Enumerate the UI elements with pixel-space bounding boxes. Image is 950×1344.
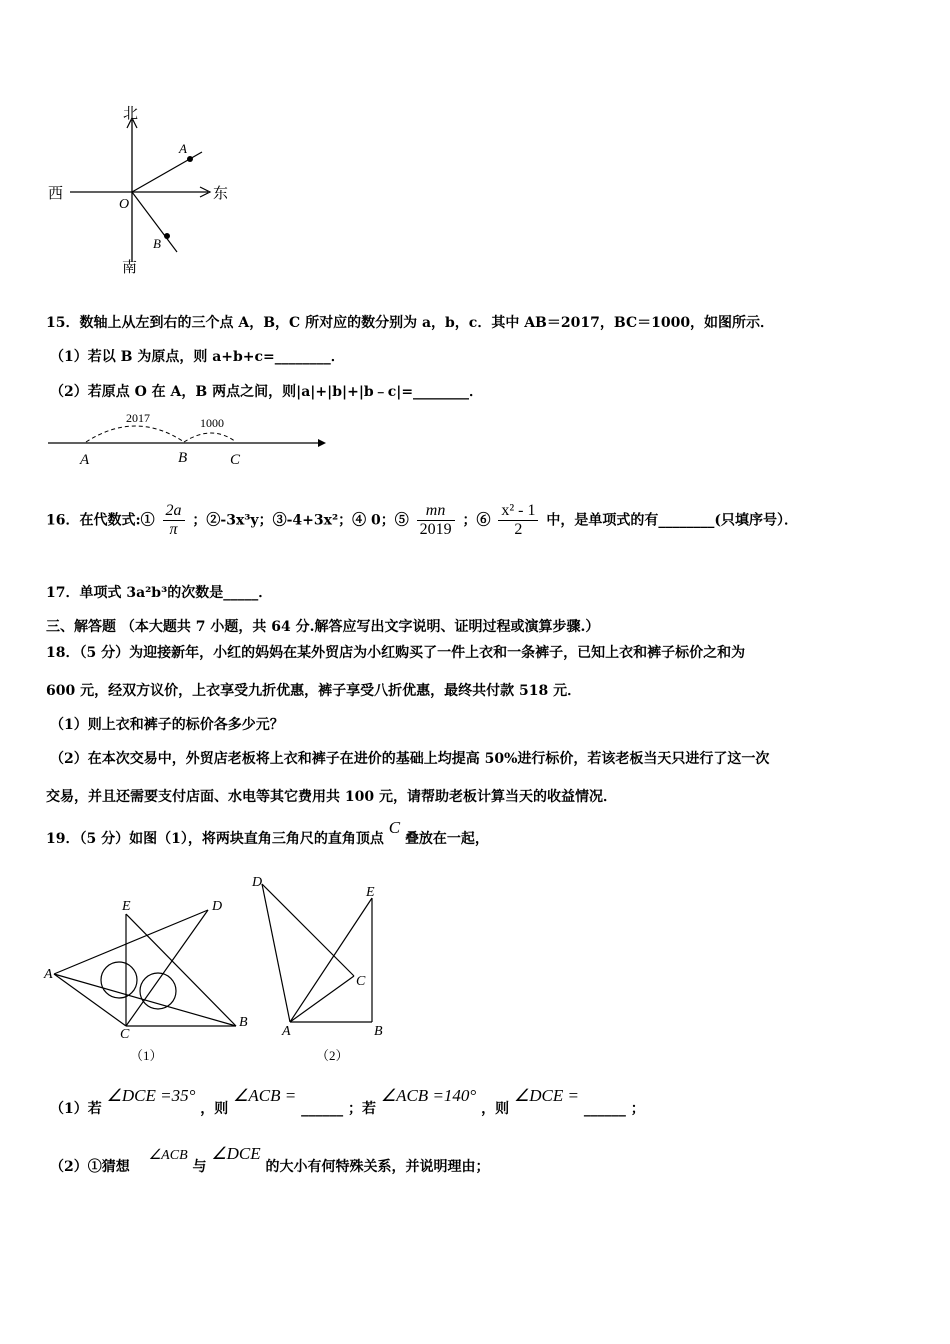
origin-label: O xyxy=(119,197,130,212)
fraction-mn-over-2019 xyxy=(417,502,455,539)
q19-stem-before: 19．（5 分）如图（1），将两块直角三角尺的直角顶点 xyxy=(46,831,384,847)
fraction-denominator: 2 xyxy=(514,521,523,538)
q18-part1: （1）则上衣和裤子的标价各多少元？ xyxy=(50,717,284,733)
label-a: A xyxy=(44,967,53,982)
caption-2: （2） xyxy=(316,1048,349,1063)
label-a: A xyxy=(282,1024,291,1039)
label-2017: 2017 xyxy=(126,411,150,425)
fraction-denominator: 2019 xyxy=(419,521,452,538)
label-c: C xyxy=(120,1027,130,1042)
q19-p1-blank2[interactable]: ______ xyxy=(583,1101,626,1117)
q16-suffix: 中，是单项式的有________(只填序号）． xyxy=(546,512,798,529)
label-d: D xyxy=(252,875,263,890)
q19-part1 xyxy=(50,1086,645,1117)
fraction-numerator: 2a xyxy=(163,502,185,521)
point-a-label: A xyxy=(80,452,90,468)
south-label: 南 xyxy=(122,260,138,276)
q15-part1: （1）若以 B 为原点，则 a+b+c=________． xyxy=(50,349,345,365)
point-a-label: A xyxy=(179,141,187,156)
q15-part2: （2）若原点 O 在 A，B 两点之间，则|a|+|b|+|b﹣c|=________． xyxy=(50,384,484,400)
q19-stem xyxy=(46,818,489,848)
point-b-label: B xyxy=(153,236,161,251)
label-e: E xyxy=(122,899,131,914)
q16-line xyxy=(46,502,798,539)
q19-p1-t2: ，则 xyxy=(200,1101,229,1117)
arc-ab xyxy=(86,426,184,442)
number-line-arrowhead xyxy=(318,439,326,447)
compass-figure xyxy=(40,100,250,280)
section-3-heading: 三、解答题 （本大题共 7 小题，共 64 分.解答应写出文字说明、证明过程或演算步骤.） xyxy=(46,619,600,635)
caption-1: （1） xyxy=(130,1048,163,1063)
fraction-2a-over-pi xyxy=(163,502,185,539)
segment-ac xyxy=(54,974,126,1026)
q19-p2-t2: 与 xyxy=(192,1159,207,1175)
q15-stem: 15．数轴上从左到右的三个点 A，B，C 所对应的数分别为 a，b，c．其中 AB＝2017，BC＝1000，如图所示． xyxy=(46,315,775,331)
label-d: D xyxy=(212,899,223,914)
q19-p1-angle-dce-2: ∠DCE = xyxy=(513,1086,579,1105)
q16-prefix: 16．在代数式:① xyxy=(46,512,155,529)
q19-p1-blank1[interactable]: ______ xyxy=(301,1101,344,1117)
q19-part2 xyxy=(50,1144,490,1175)
q17-text: 17．单项式 3a²b³的次数是_____． xyxy=(46,585,273,601)
segment-dc xyxy=(262,884,354,976)
label-c: C xyxy=(356,974,366,989)
q19-stem-var: C xyxy=(388,818,401,837)
q19-p2-angle-acb: ∠ACB xyxy=(148,1148,188,1163)
west-label: 西 xyxy=(48,186,64,202)
q19-p1-angle-acb: ∠ACB = xyxy=(233,1086,297,1105)
q19-p1-angle-acb-140: ∠ACB =140° xyxy=(380,1086,477,1105)
label-b: B xyxy=(239,1015,248,1030)
point-c-label: C xyxy=(230,452,241,468)
point-a-dot xyxy=(187,156,193,162)
q16-items-2-5: ；②-3x³y；③-4+3x²；④ 0；⑤ xyxy=(192,512,409,529)
arc-bc xyxy=(184,433,236,442)
q19-p1-t3: ；若 xyxy=(347,1101,376,1117)
number-line-figure xyxy=(44,408,334,474)
segment-da xyxy=(262,884,290,1022)
fraction-numerator: x² - 1 xyxy=(498,502,538,521)
point-b-label: B xyxy=(178,450,188,466)
segment-eb xyxy=(126,914,236,1026)
q19-p1-t5: ； xyxy=(630,1101,645,1117)
fraction-x2-minus-1-over-2 xyxy=(498,502,538,539)
fraction-denominator: π xyxy=(169,521,178,538)
q18-line1: 18．（5 分）为迎接新年，小红的妈妈在某外贸店为小红购买了一件上衣和一条裤子，已知上衣和裤子标价之和为 xyxy=(46,645,746,661)
q19-p2-angle-dce: ∠DCE xyxy=(211,1144,261,1163)
q19-p1-t1: （1）若 xyxy=(50,1101,102,1117)
point-b-dot xyxy=(164,233,170,239)
q18-part2-line1: （2）在本次交易中，外贸店老板将上衣和裤子在进价的基础上均提高 50%进行标价，若该老板当天只进行了这一次 xyxy=(50,751,770,767)
q19-p2-t1: （2）①猜想 xyxy=(50,1159,130,1175)
q16-item-6: ；⑥ xyxy=(462,512,491,529)
east-label: 东 xyxy=(213,186,229,202)
q18-part2-line2: 交易，并且还需要支付店面、水电等其它费用共 100 元，请帮助老板计算当天的收益情况． xyxy=(46,789,617,805)
label-b: B xyxy=(374,1024,383,1039)
q19-p1-angle-dce: ∠DCE =35° xyxy=(106,1086,196,1105)
q19-stem-after: 叠放在一起， xyxy=(404,831,489,847)
triangle-figure-2 xyxy=(248,872,398,1068)
fraction-numerator: mn xyxy=(417,502,455,521)
north-label: 北 xyxy=(123,106,139,122)
q19-p1-t4: ，则 xyxy=(481,1101,510,1117)
segment-ac xyxy=(290,976,354,1022)
q18-line2: 600 元，经双方议价，上衣享受九折优惠，裤子享受八折优惠，最终共付款 518 元． xyxy=(46,683,582,699)
label-1000: 1000 xyxy=(200,416,224,430)
label-e: E xyxy=(366,885,375,900)
q19-p2-t3: 的大小有何特殊关系，并说明理由； xyxy=(265,1159,490,1175)
segment-ae xyxy=(290,898,372,1022)
triangle-figure-1 xyxy=(40,888,260,1068)
